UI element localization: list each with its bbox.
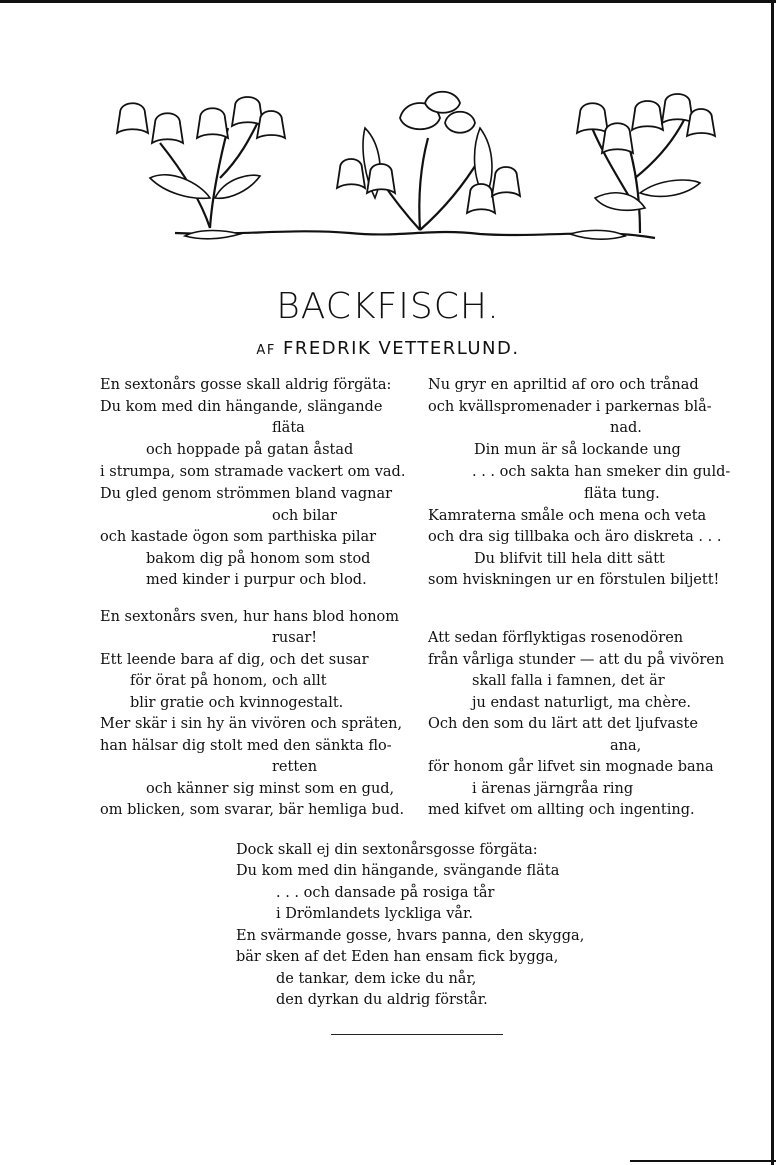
verse-line: och känner sig minst som en gud, (146, 781, 395, 797)
verse-line: Nu gryr en apriltid af oro och trånad (428, 377, 699, 393)
verse-line: Och den som du lärt att det ljufvaste (428, 716, 698, 732)
verse-line: En sextonårs gosse skall aldrig förgäta: (100, 377, 392, 393)
verse-line: skall falla i famnen, det är (472, 673, 665, 689)
verse-line: och hoppade på gatan åstad (146, 442, 354, 458)
verse-line: Du gled genom strömmen bland vagnar (100, 486, 393, 502)
verse-line: den dyrkan du aldrig förstår. (276, 992, 488, 1008)
byline-af: AF (256, 343, 276, 358)
author-name: FREDRIK VETTERLUND. (283, 338, 520, 359)
verse-line: Dock skall ej din sextonårsgosse förgäta: (236, 842, 538, 858)
verse-line: de tankar, dem icke du når, (276, 971, 477, 987)
verse-line: fläta (272, 420, 305, 436)
verse-line: med kinder i purpur och blod. (146, 572, 367, 588)
page-border-bottom (630, 1160, 776, 1162)
verse-line: från vårliga stunder — att du på vivören (428, 652, 725, 668)
verse-line: rusar! (272, 630, 318, 646)
verse-line: och kvällspromenader i parkernas blå- (428, 399, 712, 415)
page-border-right (771, 0, 774, 1165)
verse-line: ana, (610, 738, 642, 754)
verse-line: ju endast naturligt, ma chère. (472, 695, 692, 711)
verse-line: blir gratie och kvinnogestalt. (130, 695, 344, 711)
verse-line: bär sken af det Eden han ensam fick bygga, (236, 949, 559, 965)
verse-line: i strumpa, som stramade vackert om vad. (100, 464, 406, 480)
poem-title: BACKFISCH. (276, 286, 500, 327)
verse-line: En svärmande gosse, hvars panna, den skygga, (236, 928, 585, 944)
verse-line: Du blifvit till hela ditt sätt (474, 551, 665, 567)
verse-line: för örat på honom, och allt (130, 673, 327, 689)
verse-line: Du kom med din hängande, svängande fläta (236, 863, 560, 879)
verse-line: i ärenas järngråa ring (472, 781, 634, 797)
verse-line: som hviskningen ur en förstulen biljett! (428, 572, 720, 588)
verse-line: Din mun är så lockande ung (474, 442, 681, 458)
verse-line: nad. (610, 420, 642, 436)
verse-line: bakom dig på honom som stod (146, 551, 371, 567)
verse-line: i Drömlandets lyckliga vår. (276, 906, 473, 922)
author-byline (0, 338, 776, 359)
verse-line: och kastade ögon som parthiska pilar (100, 529, 377, 545)
floral-ornament-icon (100, 88, 720, 248)
verse-line: En sextonårs sven, hur hans blod honom (100, 609, 400, 625)
verse-line: om blicken, som svarar, bär hemliga bud. (100, 802, 405, 818)
verse-line: fläta tung. (584, 486, 660, 502)
verse-line: och dra sig tillbaka och äro diskreta . . . (428, 529, 722, 545)
verse-line: Att sedan förflyktigas rosenodören (428, 630, 684, 646)
verse-line: Ett leende bara af dig, och det susar (100, 652, 369, 668)
verse-line: han hälsar dig stolt med den sänkta flo- (100, 738, 392, 754)
verse-line: för honom går lifvet sin mognade bana (428, 759, 714, 775)
page-border-top (0, 0, 776, 3)
verse-line: och bilar (272, 508, 337, 524)
verse-line: med kifvet om allting och ingenting. (428, 802, 695, 818)
verse-line: Mer skär i sin hy än vivören och spräten, (100, 716, 403, 732)
verse-line: . . . och sakta han smeker din guld- (472, 464, 731, 480)
verse-line: retten (272, 759, 318, 775)
verse-line: Kamraterna småle och mena och veta (428, 508, 707, 524)
verse-line: . . . och dansade på rosiga tår (276, 885, 495, 901)
end-rule (331, 1034, 503, 1035)
verse-line: Du kom med din hängande, slängande (100, 399, 383, 415)
